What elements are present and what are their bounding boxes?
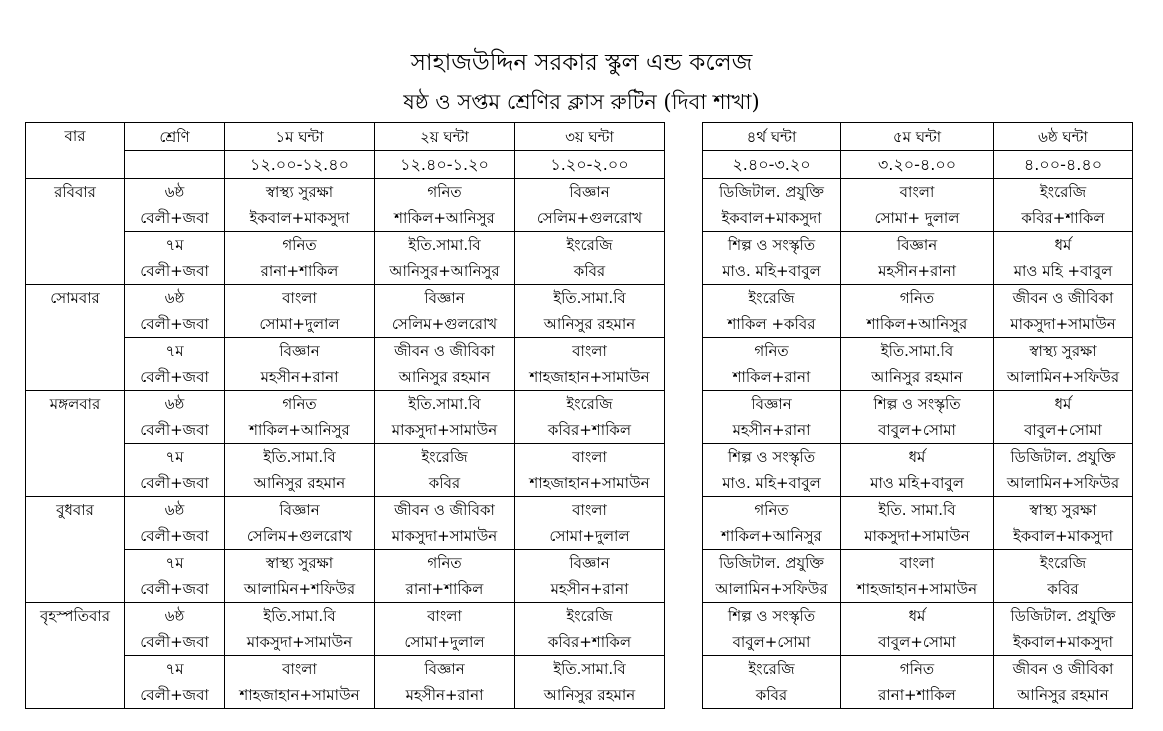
subject-name: ইংরেজি xyxy=(421,448,468,466)
period-cell xyxy=(841,285,994,338)
period-cell xyxy=(841,656,994,709)
teacher-name: কবির xyxy=(1047,580,1079,598)
period-cell xyxy=(703,497,841,550)
subject-name: জীবন ও জীবিকা xyxy=(394,501,495,519)
period-cell xyxy=(841,444,994,497)
teacher-name: সেলিম+গুলরোখ xyxy=(391,315,498,333)
teacher-name: কবির xyxy=(573,262,606,280)
period-cell xyxy=(375,179,515,232)
gap-cell xyxy=(665,151,703,179)
teacher-name: কবির+শাকিল xyxy=(547,421,632,439)
period-header: ২য় ঘন্টা xyxy=(375,123,515,151)
teacher-name: কবির+শাকিল xyxy=(1021,209,1105,227)
class-cell xyxy=(125,338,225,391)
period-cell xyxy=(703,391,841,444)
teacher-name: আলামিন+সফিউর xyxy=(1006,368,1120,386)
period-cell xyxy=(994,179,1133,232)
class-name: ৭ম xyxy=(165,660,184,678)
teacher-name: কবির+শাকিল xyxy=(547,633,632,651)
subject-name: ইতি.সামা.বি xyxy=(408,395,481,413)
period-cell xyxy=(375,603,515,656)
subject-name: বিজ্ঞান xyxy=(569,554,610,572)
subject-name: শিল্প ও সংস্কৃতি xyxy=(727,448,816,466)
teacher-name: ইকবাল+মাকসুদা xyxy=(1012,633,1114,651)
period-cell xyxy=(703,656,841,709)
teacher-name: আলামিন+শফিউর xyxy=(243,580,356,598)
time-header: ১২.০০-১২.৪০ xyxy=(225,151,375,179)
class-cell xyxy=(125,444,225,497)
subject-name: ইতি.সামা.বি xyxy=(553,289,626,307)
gap-cell xyxy=(665,603,703,656)
table-row xyxy=(26,603,1133,656)
period-cell xyxy=(225,391,375,444)
period-cell xyxy=(515,285,665,338)
period-cell xyxy=(703,232,841,285)
teacher-name: আলামিন+সফিউর xyxy=(715,580,828,598)
subject-name: স্বাস্থ্য সুরক্ষা xyxy=(265,554,334,572)
subject-name: বাংলা xyxy=(572,448,607,466)
day-name: রবিবার xyxy=(26,179,125,285)
teacher-name: ইকবাল+মাকসুদা xyxy=(1012,527,1114,545)
subject-name: বাংলা xyxy=(282,660,317,678)
period-cell xyxy=(225,603,375,656)
teacher-name: কবির xyxy=(428,474,461,492)
subject-name: ডিজিটাল. প্রযুক্তি xyxy=(1010,448,1116,466)
period-cell xyxy=(375,338,515,391)
period-cell xyxy=(703,550,841,603)
section-name: বেলী+জবা xyxy=(140,633,209,651)
period-cell xyxy=(841,550,994,603)
teacher-name: শাকিল+আনিসুর xyxy=(394,209,495,227)
class-name: ৭ম xyxy=(165,554,184,572)
section-name: বেলী+জবা xyxy=(140,315,209,333)
table-row xyxy=(26,444,1133,497)
table-row xyxy=(26,391,1133,444)
teacher-name: বাবুল+সোমা xyxy=(878,421,956,439)
subject-name: ধর্ম xyxy=(908,448,926,466)
period-cell xyxy=(841,497,994,550)
class-name: ৬ষ্ঠ xyxy=(164,183,185,201)
subject-name: বাংলা xyxy=(427,607,462,625)
period-cell xyxy=(515,179,665,232)
teacher-name: মাকসুদা+সামাউন xyxy=(391,527,498,545)
time-header: ২.৪০-৩.২০ xyxy=(703,151,841,179)
teacher-name: শাহজাহান+সামাউন xyxy=(856,580,978,598)
subject-name: ধর্ম xyxy=(1054,236,1072,254)
teacher-name: শাহজাহান+সামাউন xyxy=(239,686,360,704)
class-name: ৭ম xyxy=(165,448,184,466)
gap-cell xyxy=(665,497,703,550)
teacher-name: মাকসুদা+সামাউন xyxy=(1010,315,1116,333)
subject-name: বাংলা xyxy=(899,183,935,201)
day-name: বুধবার xyxy=(26,497,125,603)
period-cell xyxy=(515,656,665,709)
subject-name: ডিজিটাল. প্রযুক্তি xyxy=(1010,607,1116,625)
subject-name: বিজ্ঞান xyxy=(279,342,320,360)
period-cell xyxy=(375,656,515,709)
period-cell xyxy=(515,444,665,497)
subject-name: ডিজিটাল. প্রযুক্তি xyxy=(719,554,824,572)
teacher-name: মহসীন+রানা xyxy=(260,368,339,386)
subject-name: গনিত xyxy=(899,289,935,307)
table-row xyxy=(26,285,1133,338)
period-cell xyxy=(375,232,515,285)
period-cell xyxy=(841,338,994,391)
section-name: বেলী+জবা xyxy=(140,209,209,227)
period-cell xyxy=(703,179,841,232)
gap-cell xyxy=(665,285,703,338)
subject-name: বিজ্ঞান xyxy=(424,660,465,678)
subject-name: গনিত xyxy=(754,342,789,360)
class-cell xyxy=(125,550,225,603)
class-header-blank xyxy=(125,151,225,179)
teacher-name: আনিসুর রহমান xyxy=(398,368,491,386)
period-header: ১ম ঘন্টা xyxy=(225,123,375,151)
period-cell xyxy=(703,603,841,656)
teacher-name: আনিসুর রহমান xyxy=(543,315,636,333)
teacher-name: শাকিল+আনিসুর xyxy=(721,527,822,545)
subject-name: গনিত xyxy=(899,660,935,678)
period-cell xyxy=(515,603,665,656)
teacher-name: শাকিল+রানা xyxy=(732,368,811,386)
teacher-name: কবির xyxy=(755,686,788,704)
period-cell xyxy=(703,285,841,338)
teacher-name: শাকিল +কবির xyxy=(727,315,816,333)
class-cell xyxy=(125,603,225,656)
teacher-name: সোমা+দুলাল xyxy=(259,315,340,333)
period-cell xyxy=(994,338,1133,391)
teacher-name: শাহজাহান+সামাউন xyxy=(529,474,650,492)
teacher-name: সেলিম+গুলরোখ xyxy=(246,527,353,545)
subject-name: ইংরেজি xyxy=(566,236,613,254)
period-cell xyxy=(994,603,1133,656)
subject-name: ইতি. সামা.বি xyxy=(878,501,956,519)
table-row xyxy=(26,497,1133,550)
period-header: ৫ম ঘন্টা xyxy=(841,123,994,151)
class-cell xyxy=(125,391,225,444)
period-cell xyxy=(994,232,1133,285)
time-header: ৪.০০-৪.৪০ xyxy=(994,151,1133,179)
class-cell xyxy=(125,656,225,709)
day-name: বৃহস্পতিবার xyxy=(26,603,125,709)
period-cell xyxy=(225,550,375,603)
day-name: মঙ্গলবার xyxy=(26,391,125,497)
section-name: বেলী+জবা xyxy=(140,686,209,704)
teacher-name: সোমা+দুলাল xyxy=(549,527,630,545)
subject-name: গনিত xyxy=(427,554,462,572)
period-cell xyxy=(515,232,665,285)
period-header: ৬ষ্ঠ ঘন্টা xyxy=(994,123,1133,151)
teacher-name: শাকিল+আনিসুর xyxy=(866,315,968,333)
class-name: ৬ষ্ঠ xyxy=(164,607,185,625)
class-cell xyxy=(125,232,225,285)
period-header: ৩য় ঘন্টা xyxy=(515,123,665,151)
period-cell xyxy=(515,338,665,391)
subject-name: বাংলা xyxy=(572,501,607,519)
subject-name: স্বাস্থ্য সুরক্ষা xyxy=(1029,501,1097,519)
header-row xyxy=(26,123,1133,151)
subject-name: ইংরেজি xyxy=(566,395,613,413)
subject-name: ধর্ম xyxy=(1054,395,1072,413)
teacher-name: মহসীন+রানা xyxy=(550,580,629,598)
subject-name: ইংরেজি xyxy=(1039,183,1087,201)
teacher-name: বাবুল+সোমা xyxy=(732,633,811,651)
period-cell xyxy=(375,497,515,550)
subject-name: বাংলা xyxy=(899,554,935,572)
teacher-name: মাও মহি+বাবুল xyxy=(870,474,964,492)
class-name: ৬ষ্ঠ xyxy=(164,395,185,413)
class-name: ৬ষ্ঠ xyxy=(164,289,185,307)
teacher-name: রানা+শাকিল xyxy=(405,580,484,598)
teacher-name: সোমা+ দুলাল xyxy=(874,209,960,227)
routine-table xyxy=(25,122,1133,709)
subject-name: ইতি.সামা.বি xyxy=(263,448,336,466)
teacher-name: সোমা+দুলাল xyxy=(404,633,485,651)
subject-name: বিজ্ঞান xyxy=(569,183,610,201)
teacher-name: আনিসুর রহমান xyxy=(543,686,636,704)
period-cell xyxy=(225,656,375,709)
teacher-name: আনিসুর রহমান xyxy=(871,368,963,386)
teacher-name: মহসীন+রানা xyxy=(732,421,811,439)
subject-name: গনিত xyxy=(282,395,317,413)
subject-name: ধর্ম xyxy=(908,607,926,625)
subject-name: বিজ্ঞান xyxy=(751,395,792,413)
subject-name: শিল্প ও সংস্কৃতি xyxy=(727,607,816,625)
gap-cell xyxy=(665,338,703,391)
teacher-name: আনিসুর রহমান xyxy=(1017,686,1109,704)
subject-name: ইংরেজি xyxy=(1039,554,1087,572)
teacher-name: মহসীন+রানা xyxy=(878,262,956,280)
subject-name: ইংরেজি xyxy=(748,289,795,307)
table-row xyxy=(26,656,1133,709)
time-header: ১২.৪০-১.২০ xyxy=(375,151,515,179)
subject-name: জীবন ও জীবিকা xyxy=(1012,289,1114,307)
class-name: ৭ম xyxy=(165,342,184,360)
class-name: ৬ষ্ঠ xyxy=(164,501,185,519)
gap-cell xyxy=(665,232,703,285)
class-name: ৭ম xyxy=(165,236,184,254)
period-cell xyxy=(515,550,665,603)
subject-name: বাংলা xyxy=(572,342,607,360)
period-cell xyxy=(994,497,1133,550)
period-cell xyxy=(375,285,515,338)
teacher-name: ইকবাল+মাকসুদা xyxy=(249,209,350,227)
gap-cell xyxy=(665,179,703,232)
period-cell xyxy=(841,603,994,656)
page-subtitle: ষষ্ঠ ও সপ্তম শ্রেণির ক্লাস রুটিন (দিবা শাখা) xyxy=(403,90,760,114)
teacher-name: বাবুল+সোমা xyxy=(878,633,956,651)
period-cell xyxy=(841,179,994,232)
teacher-name: আনিসুর রহমান xyxy=(253,474,346,492)
teacher-name: শাকিল+আনিসুর xyxy=(249,421,350,439)
period-cell xyxy=(515,497,665,550)
teacher-name: সেলিম+গুলরোখ xyxy=(536,209,643,227)
teacher-name: মাকসুদা+সামাউন xyxy=(864,527,970,545)
period-cell xyxy=(225,444,375,497)
subject-name: স্বাস্থ্য সুরক্ষা xyxy=(265,183,334,201)
period-cell xyxy=(225,179,375,232)
subject-name: ডিজিটাল. প্রযুক্তি xyxy=(719,183,824,201)
class-cell xyxy=(125,497,225,550)
subject-name: জীবন ও জীবিকা xyxy=(394,342,495,360)
class-cell xyxy=(125,285,225,338)
subject-name: গনিত xyxy=(282,236,317,254)
period-cell xyxy=(375,550,515,603)
subject-name: ইতি.সামা.বি xyxy=(263,607,336,625)
section-name: বেলী+জবা xyxy=(140,527,209,545)
subject-name: গনিত xyxy=(754,501,789,519)
period-cell xyxy=(225,285,375,338)
subject-name: শিল্প ও সংস্কৃতি xyxy=(873,395,961,413)
section-name: বেলী+জবা xyxy=(140,580,209,598)
teacher-name: মহসীন+রানা xyxy=(405,686,484,704)
class-header: শ্রেণি xyxy=(125,123,225,151)
subject-name: স্বাস্থ্য সুরক্ষা xyxy=(1029,342,1097,360)
teacher-name: রানা+শাকিল xyxy=(878,686,956,704)
period-cell xyxy=(994,656,1133,709)
period-cell xyxy=(841,391,994,444)
gap-cell xyxy=(665,444,703,497)
teacher-name: মাকসুদা+সামাউন xyxy=(246,633,353,651)
day-name: সোমবার xyxy=(26,285,125,391)
period-cell xyxy=(225,232,375,285)
day-header: বার xyxy=(26,123,125,179)
teacher-name: মাও মহি +বাবুল xyxy=(1013,262,1113,280)
teacher-name: রানা+শাকিল xyxy=(260,262,339,280)
period-cell xyxy=(994,550,1133,603)
subject-name: শিল্প ও সংস্কৃতি xyxy=(727,236,816,254)
period-cell xyxy=(994,391,1133,444)
section-name: বেলী+জবা xyxy=(140,421,209,439)
period-cell xyxy=(225,497,375,550)
period-header: ৪র্থ ঘন্টা xyxy=(703,123,841,151)
time-header: ১.২০-২.০০ xyxy=(515,151,665,179)
table-row xyxy=(26,179,1133,232)
teacher-name: ইকবাল+মাকসুদা xyxy=(721,209,822,227)
page-title: সাহাজউদ্দিন সরকার স্কুল এন্ড কলেজ xyxy=(410,50,753,76)
teacher-name: বাবুল+সোমা xyxy=(1024,421,1102,439)
period-cell xyxy=(515,391,665,444)
subject-name: ইংরেজি xyxy=(566,607,613,625)
subject-name: ইতি.সামা.বি xyxy=(880,342,954,360)
subject-name: বিজ্ঞান xyxy=(896,236,938,254)
subject-name: জীবন ও জীবিকা xyxy=(1012,660,1114,678)
teacher-name: আলামিন+সফিউর xyxy=(1006,474,1120,492)
teacher-name: মাও. মহি+বাবুল xyxy=(722,474,821,492)
teacher-name: মাকসুদা+সামাউন xyxy=(391,421,498,439)
teacher-name: মাও. মহি+বাবুল xyxy=(722,262,821,280)
subject-name: ইতি.সামা.বি xyxy=(553,660,626,678)
table-row xyxy=(26,550,1133,603)
subject-name: বিজ্ঞান xyxy=(279,501,320,519)
gap-cell xyxy=(665,656,703,709)
subject-name: ইংরেজি xyxy=(748,660,795,678)
table-row xyxy=(26,232,1133,285)
teacher-name: শাহজাহান+সামাউন xyxy=(529,368,650,386)
subject-name: ইতি.সামা.বি xyxy=(408,236,481,254)
section-name: বেলী+জবা xyxy=(140,368,209,386)
subject-name: বাংলা xyxy=(282,289,317,307)
period-cell xyxy=(703,444,841,497)
table-row xyxy=(26,338,1133,391)
period-cell xyxy=(994,444,1133,497)
time-row xyxy=(26,151,1133,179)
gap-cell xyxy=(665,123,703,151)
period-cell xyxy=(703,338,841,391)
period-cell xyxy=(994,285,1133,338)
gap-cell xyxy=(665,391,703,444)
period-cell xyxy=(225,338,375,391)
period-cell xyxy=(375,444,515,497)
gap-cell xyxy=(665,550,703,603)
period-cell xyxy=(841,232,994,285)
subject-name: বিজ্ঞান xyxy=(424,289,465,307)
time-header: ৩.২০-৪.০০ xyxy=(841,151,994,179)
teacher-name: আনিসুর+আনিসুর xyxy=(389,262,500,280)
section-name: বেলী+জবা xyxy=(140,262,209,280)
period-cell xyxy=(375,391,515,444)
class-cell xyxy=(125,179,225,232)
section-name: বেলী+জবা xyxy=(140,474,209,492)
subject-name: গনিত xyxy=(427,183,462,201)
